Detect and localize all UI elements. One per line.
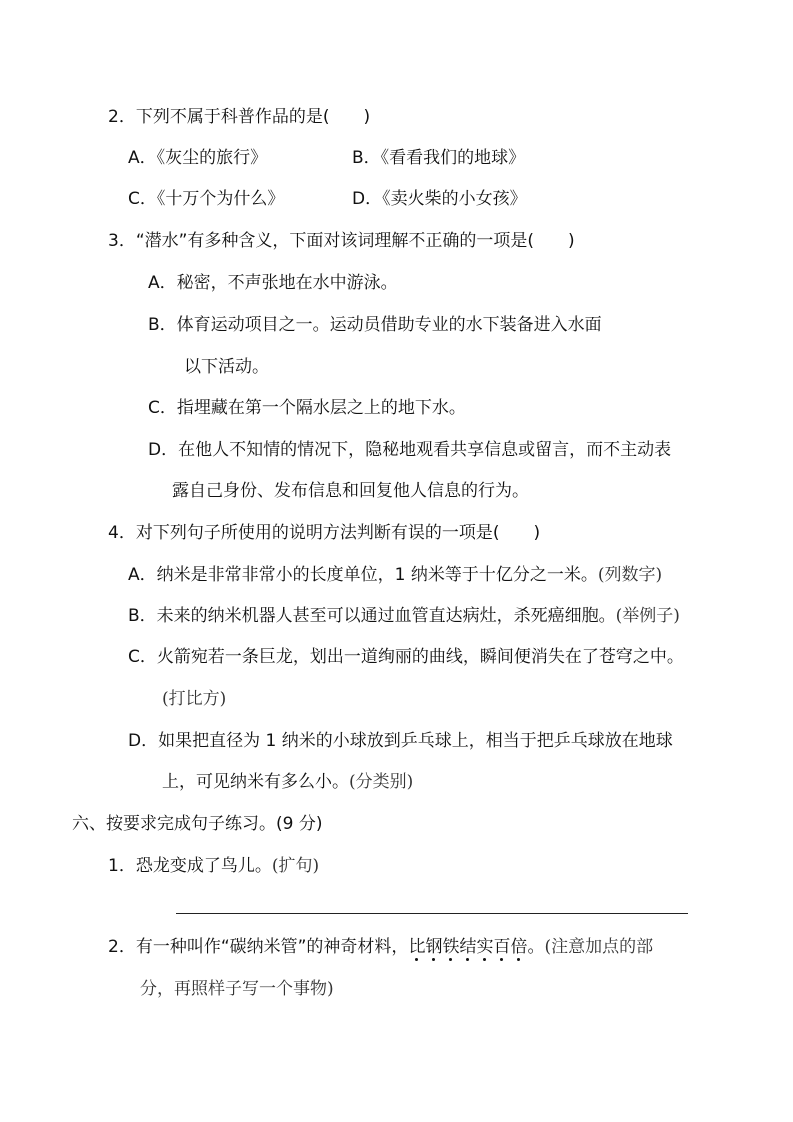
- q4-b-hint: (举例子): [615, 606, 680, 626]
- q2-option-d: D．《卖火柴的小女孩》: [352, 189, 527, 209]
- q4-a-hint: (列数字): [597, 565, 663, 585]
- q3-option-a: A．秘密，不声张地在水中游泳。: [148, 273, 398, 293]
- dotted-char: 比: [408, 937, 426, 957]
- q4-option-c: C．火箭宛若一条巨龙，划出一道绚丽的曲线，瞬间便消失在了苍穹之中。: [128, 647, 684, 667]
- q2-stem: 2．下列不属于科普作品的是( ): [108, 107, 371, 127]
- s6-q1-hint: (扩句): [271, 856, 320, 876]
- s6-q2-hint: (注意加点的部: [544, 937, 654, 957]
- dotted-char: 结: [459, 937, 477, 957]
- dotted-char: 倍: [510, 937, 528, 957]
- q4-c-hint: (打比方): [162, 689, 227, 709]
- dotted-char: 实: [476, 937, 494, 957]
- q4-stem: 4．对下列句子所使用的说明方法判断有误的一项是( ): [108, 523, 541, 543]
- dotted-phrase: [408, 937, 527, 957]
- s6-q2: 2．有一种叫作“碳纳米管”的神奇材料，比钢铁结实百倍。(注意加点的部: [108, 937, 654, 957]
- q4-option-b: B．未来的纳米机器人甚至可以通过血管直达病灶，杀死癌细胞。(举例子): [128, 606, 680, 626]
- q3-option-c: C．指埋藏在第一个隔水层之上的地下水。: [148, 398, 466, 418]
- q3-option-d: D．在他人不知情的情况下，隐秘地观看共享信息或留言，而不主动表: [148, 440, 672, 460]
- q3-option-d-cont: 露自己身份、发布信息和回复他人信息的行为。: [172, 481, 529, 501]
- q3-option-b-cont: 以下活动。: [184, 357, 269, 377]
- q2-option-b: B．《看看我们的地球》: [352, 148, 526, 168]
- answer-line[interactable]: [176, 913, 688, 914]
- q2-option-c: C．《十万个为什么》: [128, 189, 285, 209]
- q3-stem: 3．“潜水”有多种含义，下面对该词理解不正确的一项是( ): [108, 231, 575, 251]
- dotted-char: 钢: [425, 937, 443, 957]
- q4-option-d: D．如果把直径为 1 纳米的小球放到乒乓球上，相当于把乒乓球放在地球: [128, 731, 673, 751]
- q3-option-b: B．体育运动项目之一。运动员借助专业的水下装备进入水面: [148, 315, 602, 335]
- s6-q1: 1．恐龙变成了鸟儿。(扩句): [108, 856, 320, 876]
- q4-d-hint: (分类别): [349, 772, 414, 792]
- q2-option-a: A．《灰尘的旅行》: [128, 148, 268, 168]
- dotted-char: 百: [493, 937, 511, 957]
- q4-option-d-cont: 上，可见纳米有多么小。(分类别): [162, 772, 414, 792]
- section-6-title: 六、按要求完成句子练习。(9 分): [72, 814, 323, 834]
- s6-q2-hint-cont: 分，再照样子写一个事物): [140, 979, 334, 999]
- q4-option-a: A．纳米是非常非常小的长度单位，1 纳米等于十亿分之一米。(列数字): [128, 565, 663, 585]
- dotted-char: 铁: [442, 937, 460, 957]
